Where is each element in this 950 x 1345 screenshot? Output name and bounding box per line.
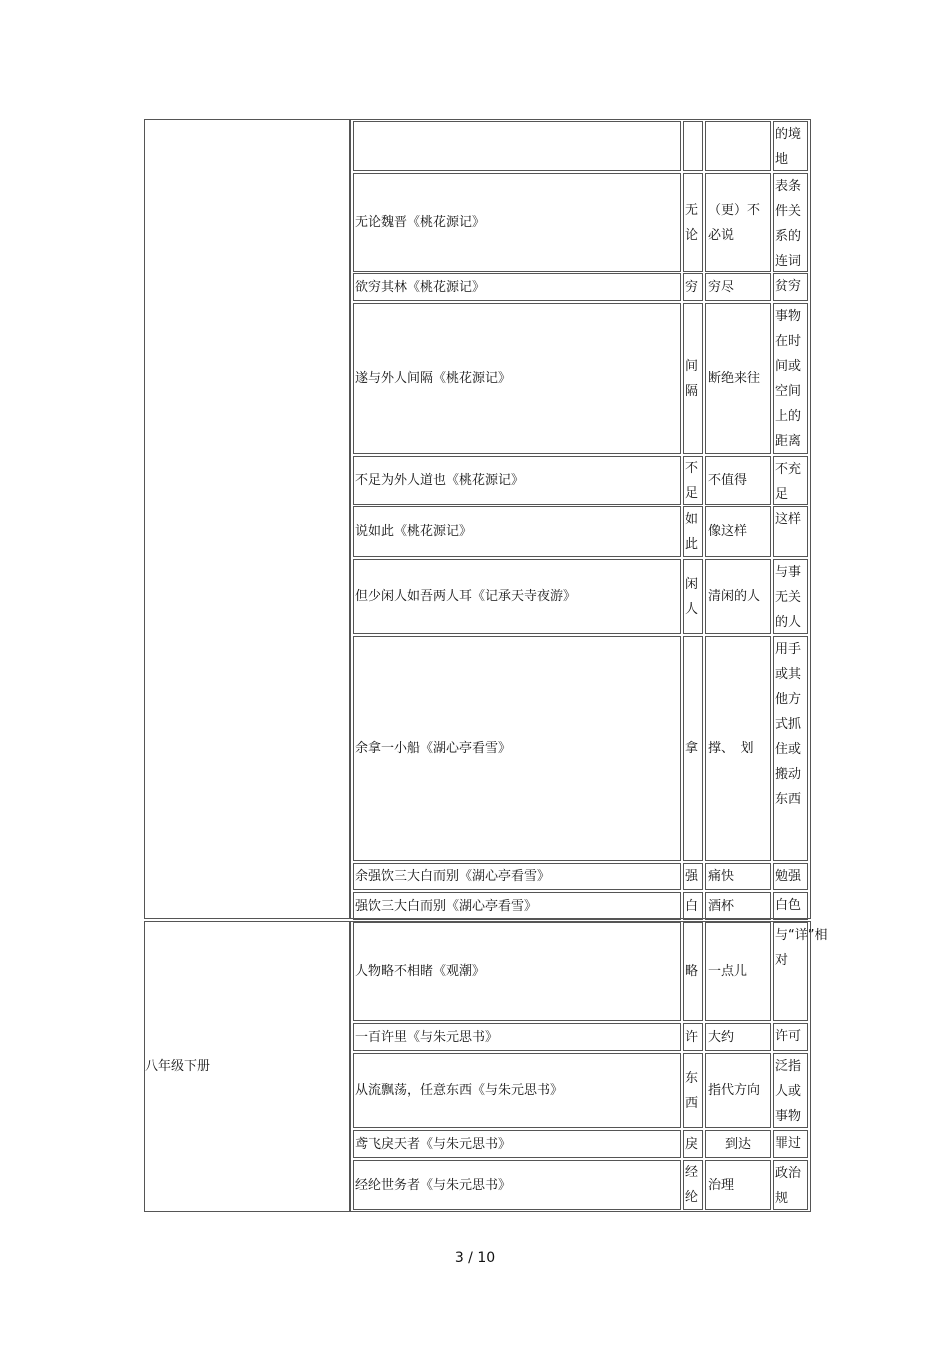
table-cell-word: 白: [683, 892, 703, 920]
table-cell-modern: 勉强: [773, 863, 808, 890]
table-cell-sentence: 鸢飞戾天者《与朱元思书》: [353, 1130, 681, 1158]
table-cell-sentence: 人物略不相睹《观潮》: [353, 922, 681, 1021]
grade-cell: [144, 119, 350, 919]
table-cell-modern: 罪过: [773, 1130, 808, 1158]
table-cell-ancient: 指代方向: [705, 1053, 771, 1128]
table-cell-sentence: 欲穷其林《桃花源记》: [353, 273, 681, 301]
table-cell-ancient: 痛快: [705, 863, 771, 890]
page-number: 3 / 10: [454, 1250, 496, 1266]
table-cell-modern: 许可: [773, 1023, 808, 1051]
table-cell-modern: 与事无关的人: [773, 559, 808, 634]
table-cell-ancient: 到达: [705, 1130, 771, 1158]
table-cell-word: 穷: [683, 273, 703, 301]
table-cell-modern: 泛指人或事物: [773, 1053, 808, 1128]
table-cell-ancient: 大约: [705, 1023, 771, 1051]
table-cell-sentence: 说如此《桃花源记》: [353, 506, 681, 557]
table-cell-modern: 不充足: [773, 456, 808, 505]
table-cell-modern: 表条件关系的连词: [773, 173, 808, 272]
table-cell-ancient: 撑、 划: [705, 636, 771, 861]
table-cell-ancient: 像这样: [705, 506, 771, 557]
table-cell-word: 东西: [683, 1053, 703, 1128]
table-cell-word: 略: [683, 922, 703, 1021]
table-cell-word: 经纶: [683, 1160, 703, 1210]
table-cell-sentence: 遂与外人间隔《桃花源记》: [353, 303, 681, 454]
table-cell-modern: 白色: [773, 892, 808, 920]
table-cell-word: 如此: [683, 506, 703, 557]
table-cell-sentence: 不足为外人道也《桃花源记》: [353, 456, 681, 505]
table-cell-word: 不足: [683, 456, 703, 505]
table-cell-ancient: 治理: [705, 1160, 771, 1210]
table-cell-modern: 政治规: [773, 1160, 808, 1210]
table-cell-ancient: 清闲的人: [705, 559, 771, 634]
table-cell-word: 间隔: [683, 303, 703, 454]
table-cell-word: 戾: [683, 1130, 703, 1158]
table-cell-sentence: 一百许里《与朱元思书》: [353, 1023, 681, 1051]
table-cell-word: 拿: [683, 636, 703, 861]
table-cell-sentence: 但少闲人如吾两人耳《记承天寺夜游》: [353, 559, 681, 634]
table-cell-sentence: [353, 121, 681, 171]
table-cell-sentence: 强饮三大白而别《湖心亭看雪》: [353, 892, 681, 920]
table-cell-sentence: 从流飘荡，任意东西《与朱元思书》: [353, 1053, 681, 1128]
table-cell-ancient: [705, 121, 771, 171]
grade-cell: 八年级下册: [144, 921, 350, 1212]
table-cell-modern: 贫穷: [773, 273, 808, 301]
table-cell-sentence: 余拿一小船《湖心亭看雪》: [353, 636, 681, 861]
table-cell-ancient: （更）不必说: [705, 173, 771, 272]
table-cell-ancient: 断绝来往: [705, 303, 771, 454]
table-cell-ancient: 一点儿: [705, 922, 771, 1021]
table-cell-sentence: 无论魏晋《桃花源记》: [353, 173, 681, 272]
table-cell-sentence: 余强饮三大白而别《湖心亭看雪》: [353, 863, 681, 890]
table-cell-modern: 的境地: [773, 121, 808, 171]
table-cell-word: 无论: [683, 173, 703, 272]
table-cell-word: 强: [683, 863, 703, 890]
table-cell-ancient: 酒杯: [705, 892, 771, 920]
table-cell-modern: 用手或其他方式抓住或搬动东西: [773, 636, 808, 861]
table-cell-modern: 事物在时间或空间上的距离: [773, 303, 808, 454]
table-cell-sentence: 经纶世务者《与朱元思书》: [353, 1160, 681, 1210]
table-cell-ancient: 不值得: [705, 456, 771, 505]
table-cell-modern: 与“详”相对: [773, 922, 808, 1021]
table-cell-modern: 这样: [773, 506, 808, 557]
table-cell-word: 闲人: [683, 559, 703, 634]
table-cell-ancient: 穷尽: [705, 273, 771, 301]
table-cell-word: 许: [683, 1023, 703, 1051]
table-cell-word: [683, 121, 703, 171]
